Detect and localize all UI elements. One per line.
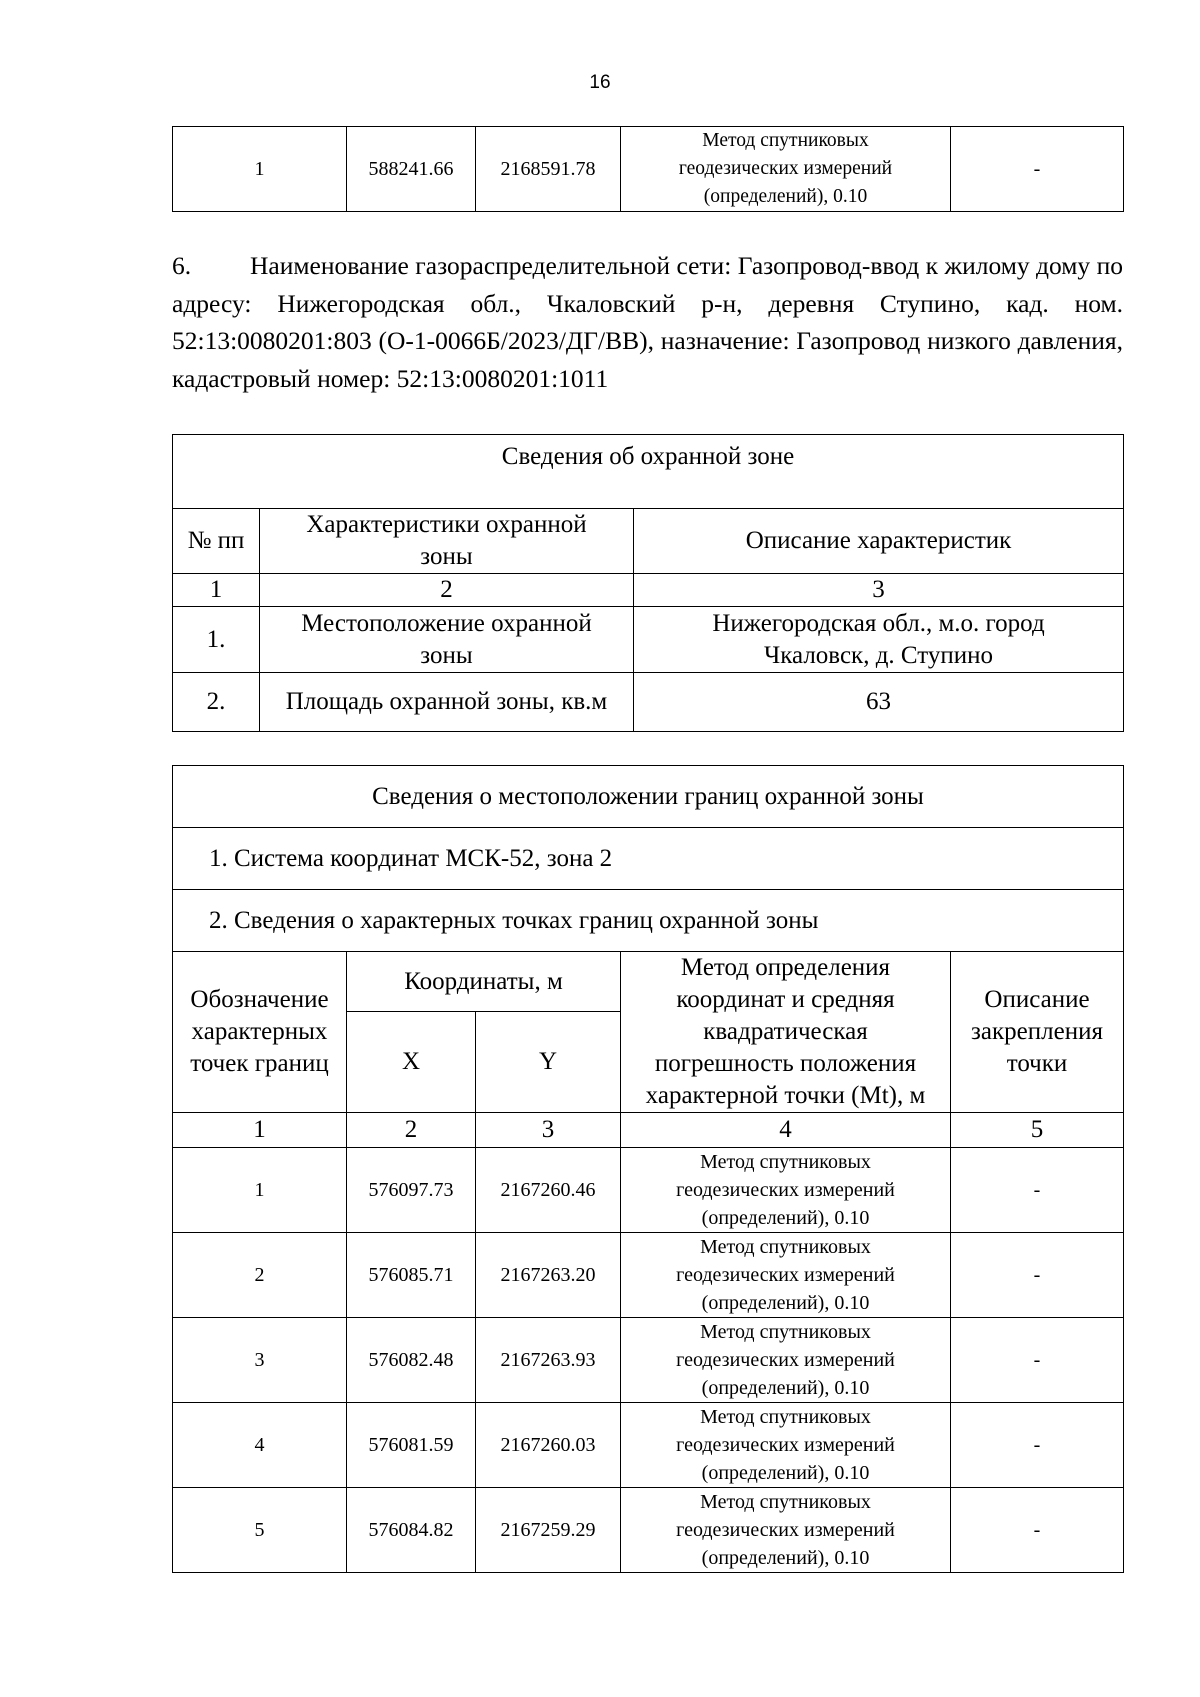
coord-y: 2168591.78 bbox=[476, 127, 621, 212]
points-heading: 2. Сведения о характерных точках границ охранной зоны bbox=[173, 890, 1124, 952]
method-cell: Метод спутниковых геодезических измерений (определений), 0.10 bbox=[621, 1488, 951, 1573]
fixing-description: - bbox=[951, 1318, 1124, 1403]
row-num: 2. bbox=[173, 673, 260, 732]
point-id: 2 bbox=[173, 1233, 347, 1318]
protected-zone-table bbox=[172, 434, 1124, 732]
page-number: 16 bbox=[589, 72, 611, 93]
table-row bbox=[173, 1148, 1124, 1233]
fixing-description: - bbox=[951, 1488, 1124, 1573]
table-row bbox=[173, 673, 1124, 732]
table-row bbox=[173, 127, 1124, 212]
row-num: 1. bbox=[173, 607, 260, 673]
column-number: 4 bbox=[621, 1113, 951, 1148]
previous-points-table bbox=[172, 126, 1124, 212]
paragraph-number: 6. bbox=[172, 251, 192, 280]
table-row bbox=[173, 1488, 1124, 1573]
column-number: 3 bbox=[634, 574, 1124, 607]
row-description: 63 bbox=[634, 673, 1124, 732]
header-num: № пп bbox=[173, 509, 260, 574]
table-row bbox=[173, 1233, 1124, 1318]
header-y: Y bbox=[476, 1012, 621, 1113]
fixing-description: - bbox=[951, 1233, 1124, 1318]
header-method: Метод определения координат и средняя квадратическая погрешность положения характерной точки (Mt), м bbox=[621, 952, 951, 1113]
fixing-description: - bbox=[951, 1403, 1124, 1488]
coord-x: 576082.48 bbox=[347, 1318, 476, 1403]
coord-x: 576081.59 bbox=[347, 1403, 476, 1488]
method-cell: Метод спутниковых геодезических измерений (определений), 0.10 bbox=[621, 1403, 951, 1488]
point-id: 1 bbox=[173, 1148, 347, 1233]
coord-x: 588241.66 bbox=[347, 127, 476, 212]
point-id: 3 bbox=[173, 1318, 347, 1403]
column-number: 1 bbox=[173, 1113, 347, 1148]
coord-x: 576097.73 bbox=[347, 1148, 476, 1233]
header-designation: Обозначение характерных точек границ bbox=[173, 952, 347, 1113]
method-cell: Метод спутниковых геодезических измерений (определений), 0.10 bbox=[621, 127, 951, 212]
coord-y: 2167263.20 bbox=[476, 1233, 621, 1318]
column-number: 5 bbox=[951, 1113, 1124, 1148]
row-characteristic: Площадь охранной зоны, кв.м bbox=[260, 673, 634, 732]
zone-table-title: Сведения об охранной зоне bbox=[173, 435, 1124, 509]
column-number: 3 bbox=[476, 1113, 621, 1148]
zone-boundaries-table bbox=[172, 765, 1124, 1573]
fixing-description: - bbox=[951, 1148, 1124, 1233]
paragraph-text: Наименование газораспределительной сети: Газопровод-ввод к жилому дому по адресу: Нижегородская обл., Чкаловский р-н, деревня Ступино, кад. ном. 52:13:0080201:803 (О-1-0066Б/2023/ДГ/ВВ), назначение: Газопровод низкого давления, кадастровый номер: 52:13:0080201:1011 bbox=[172, 251, 1123, 393]
point-id: 1 bbox=[173, 127, 347, 212]
coord-y: 2167259.29 bbox=[476, 1488, 621, 1573]
column-number: 1 bbox=[173, 574, 260, 607]
network-description-paragraph bbox=[172, 247, 1123, 397]
column-number: 2 bbox=[347, 1113, 476, 1148]
coord-x: 576085.71 bbox=[347, 1233, 476, 1318]
method-cell: Метод спутниковых геодезических измерений (определений), 0.10 bbox=[621, 1148, 951, 1233]
header-x: X bbox=[347, 1012, 476, 1113]
table-row bbox=[173, 1403, 1124, 1488]
coord-y: 2167260.46 bbox=[476, 1148, 621, 1233]
coord-y: 2167260.03 bbox=[476, 1403, 621, 1488]
method-cell: Метод спутниковых геодезических измерений (определений), 0.10 bbox=[621, 1318, 951, 1403]
row-description: Нижегородская обл., м.о. город Чкаловск, д. Ступино bbox=[634, 607, 1124, 673]
header-characteristics: Характеристики охранной зоны bbox=[260, 509, 634, 574]
header-description: Описание характеристик bbox=[634, 509, 1124, 574]
coord-y: 2167263.93 bbox=[476, 1318, 621, 1403]
method-cell: Метод спутниковых геодезических измерений (определений), 0.10 bbox=[621, 1233, 951, 1318]
point-id: 5 bbox=[173, 1488, 347, 1573]
fixing-description: - bbox=[951, 127, 1124, 212]
table-row bbox=[173, 607, 1124, 673]
row-characteristic: Местоположение охранной зоны bbox=[260, 607, 634, 673]
header-fixing: Описание закрепления точки bbox=[951, 952, 1124, 1113]
table-row bbox=[173, 1318, 1124, 1403]
column-number: 2 bbox=[260, 574, 634, 607]
bounds-table-title: Сведения о местоположении границ охранной зоны bbox=[173, 766, 1124, 828]
coordinate-system: 1. Система координат МСК-52, зона 2 bbox=[173, 828, 1124, 890]
header-coordinates: Координаты, м bbox=[347, 952, 621, 1012]
coord-x: 576084.82 bbox=[347, 1488, 476, 1573]
point-id: 4 bbox=[173, 1403, 347, 1488]
